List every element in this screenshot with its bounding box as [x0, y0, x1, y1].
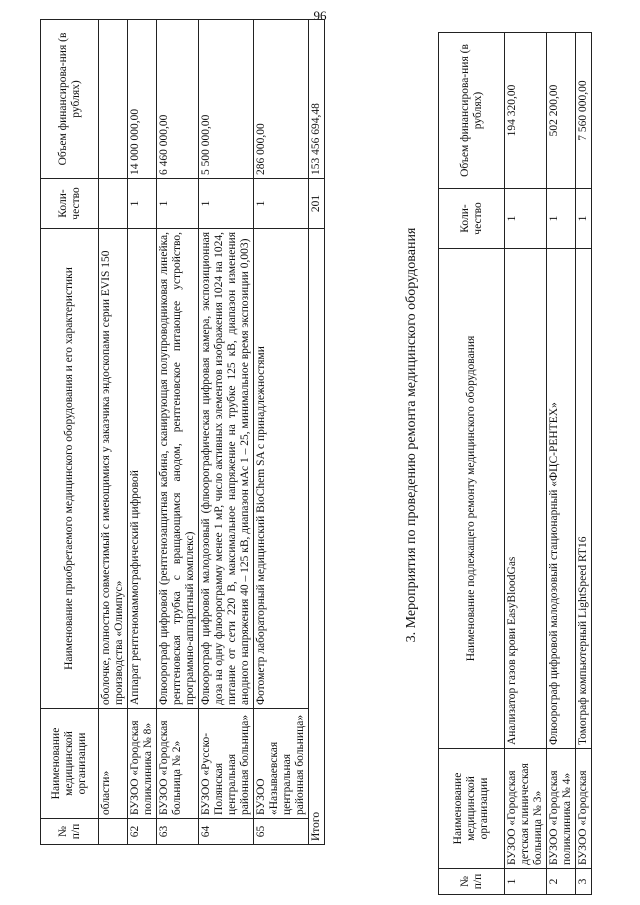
table-header-row: [41, 20, 99, 845]
table-row: [547, 33, 576, 895]
cell-amount: 7 560 000,00: [576, 33, 592, 189]
cell-amount: 502 200,00: [547, 33, 576, 189]
cell-qty: 1: [547, 189, 576, 249]
cell-qty: [99, 179, 128, 229]
header-num: № п/п: [41, 819, 99, 845]
header-amount: Объем финансирова-ния (в рублях): [41, 20, 99, 179]
cell-num: 2: [547, 869, 576, 895]
total-qty: 201: [309, 179, 325, 229]
cell-qty: 1: [199, 179, 254, 229]
cell-qty: 1: [157, 179, 199, 229]
cell-num: 62: [128, 819, 157, 845]
table-row: [99, 20, 128, 845]
cell-name: Флюорограф цифровой малодозовый стационарный «ФЦС-РЕНТЕХ»: [547, 249, 576, 749]
header-name: Наименование приобретаемого медицинского оборудования и его характеристики: [41, 229, 99, 709]
table-row: [576, 33, 592, 895]
table-row: [157, 20, 199, 845]
cell-org: БУЗОО «Городская поликлиника № 4»: [547, 749, 576, 869]
section-heading: 3. Мероприятия по проведению ремонта медицинского оборудования: [404, 227, 419, 643]
cell-org: БУЗОО «Городская больница № 2»: [157, 709, 199, 819]
cell-org: БУЗОО «Городская поликлиника № 8»: [128, 709, 157, 819]
cell-org: БУЗОО «Называевская центральная районная больница»: [254, 709, 309, 819]
header-qty: Коли-чество: [41, 179, 99, 229]
cell-name: Аппарат рентгеномаммографический цифровой: [128, 229, 157, 709]
cell-qty: 1: [128, 179, 157, 229]
cell-amount: [99, 20, 128, 179]
total-row: [309, 20, 325, 845]
cell-amount: 286 000,00: [254, 20, 309, 179]
cell-qty: 1: [254, 179, 309, 229]
header-org: Наименование медицинской организации: [439, 749, 505, 869]
cell-amount: 14 000 000,00: [128, 20, 157, 179]
table-header-row: [439, 33, 505, 895]
cell-num: 1: [505, 869, 547, 895]
equipment-repair-table: [438, 32, 592, 895]
equipment-purchase-table: [40, 19, 325, 845]
page-number: 96: [313, 8, 327, 23]
header-qty: Коли-чество: [439, 189, 505, 249]
cell-amount: 6 460 000,00: [157, 20, 199, 179]
cell-name: Флюорограф цифровой (рентгенозащитная кабина, сканирующая полупроводниковая линейка, рентгеновская трубка с вращающимся анодом, рентгеновское питающее устройство, программно-аппаратный комплекс): [157, 229, 199, 709]
cell-org: области»: [99, 709, 128, 819]
header-num: № п/п: [439, 869, 505, 895]
header-amount: Объем финансирова-ния (в рублях): [439, 33, 505, 189]
header-org: Наименование медицинской организации: [41, 709, 99, 819]
cell-num: 63: [157, 819, 199, 845]
cell-name: Флюорограф цифровой малодозовый (флюорографическая цифровая камера, экспозиционная доза на одну флюорограмму менее 1 мР, число активных элементов изображения 1024 на 1024, питание от сети 220 В, максимальное напряжение на трубке 125 кВ, диапазон изменения анодного напряжения 40 – 125 кВ, диапазон мАс 1 – 25, минимальное время экспозиции 0,003): [199, 229, 254, 709]
table-row: [505, 33, 547, 895]
cell-num: 64: [199, 819, 254, 845]
cell-num: 3: [576, 869, 592, 895]
cell-amount: 5 500 000,00: [199, 20, 254, 179]
cell-name: оболочке, полностью совместимый с имеющимися у заказчика эндоскопами серии EVIS 150 производства «Олимпус»: [99, 229, 128, 709]
total-label: Итого: [309, 229, 325, 845]
cell-num: 65: [254, 819, 309, 845]
table-row: [128, 20, 157, 845]
total-amount: 153 456 694,48: [309, 20, 325, 179]
cell-name: Томограф компьютерный LightSpeed RT16: [576, 249, 592, 749]
cell-qty: 1: [505, 189, 547, 249]
header-name: Наименование подлежащего ремонту медицинского оборудования: [439, 249, 505, 749]
cell-name: Фотометр лабораторный медицинский BioChem SA с принадлежностями: [254, 229, 309, 709]
table-row: [199, 20, 254, 845]
cell-qty: 1: [576, 189, 592, 249]
cell-num: [99, 819, 128, 845]
cell-org: БУЗОО «Городская детская клиническая больница № 3»: [505, 749, 547, 869]
cell-org: БУЗОО «Городская: [576, 749, 592, 869]
cell-amount: 194 320,00: [505, 33, 547, 189]
table-row: [254, 20, 309, 845]
cell-org: БУЗОО «Русско-Полянская центральная районная больница»: [199, 709, 254, 819]
cell-name: Анализатор газов крови EasyBloodGas: [505, 249, 547, 749]
